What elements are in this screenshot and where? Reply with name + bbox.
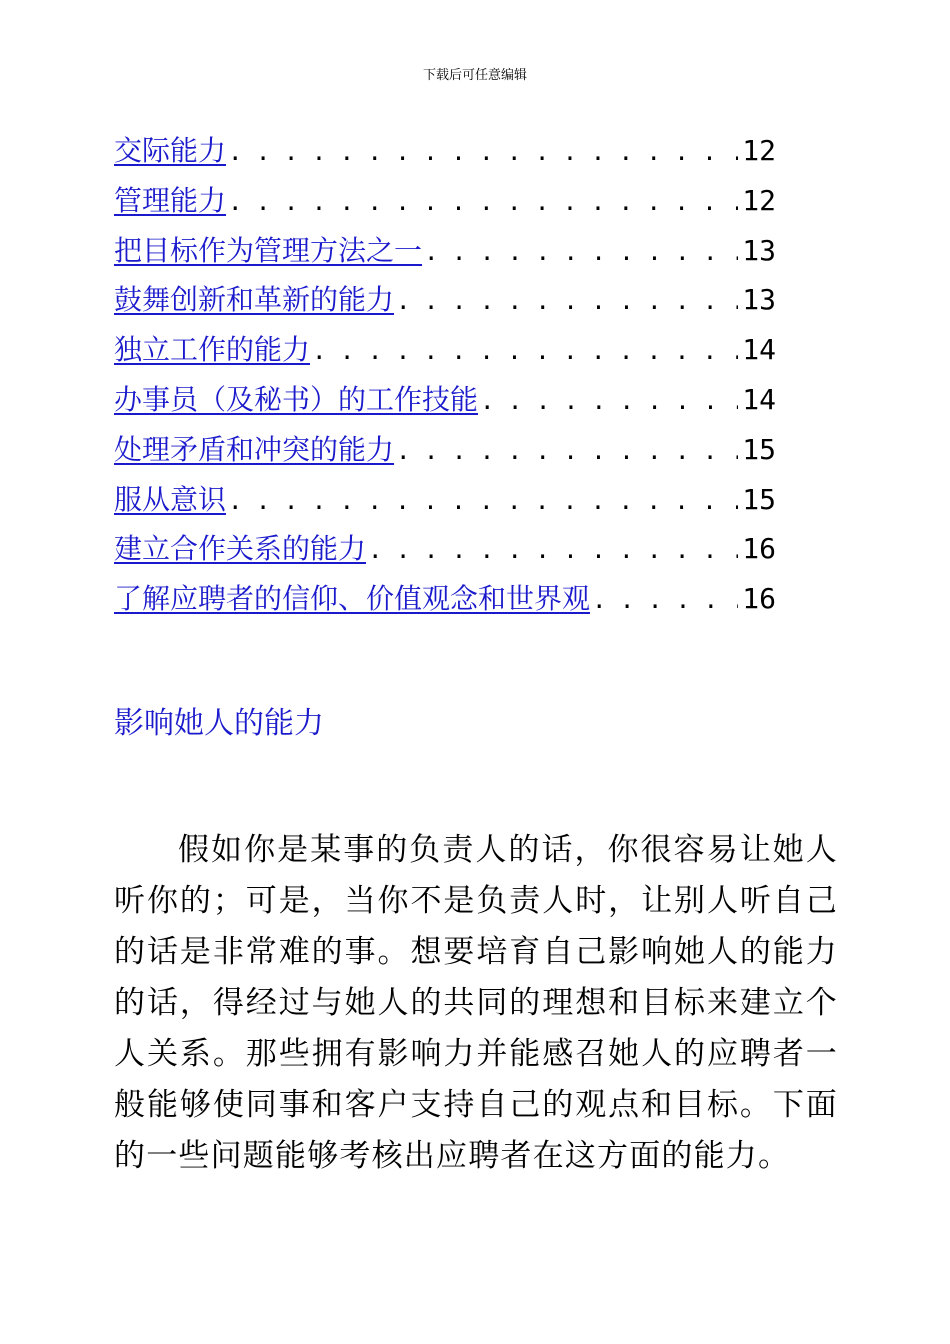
toc-entry-link[interactable]: 办事员（及秘书）的工作技能 (114, 382, 479, 416)
toc-page-number: 16 (742, 582, 776, 616)
toc-page-number: 14 (742, 333, 776, 367)
toc-dot-leader (228, 477, 738, 527)
toc-entry[interactable] (114, 425, 776, 475)
toc-dot-leader (228, 128, 738, 178)
section-heading: 影响她人的能力 (114, 706, 324, 741)
toc-entry[interactable] (114, 475, 776, 525)
toc-dot-leader (396, 277, 738, 327)
toc-entry-link[interactable]: 独立工作的能力 (114, 333, 311, 367)
toc-dot-leader (592, 576, 738, 626)
toc-entry[interactable] (114, 524, 776, 574)
toc-entry-link[interactable]: 鼓舞创新和革新的能力 (114, 283, 395, 317)
toc-entry[interactable] (114, 176, 776, 226)
toc-entry[interactable] (114, 375, 776, 425)
toc-dot-leader (228, 178, 738, 228)
toc-entry[interactable] (114, 325, 776, 375)
page-header: 下载后可任意编辑 (422, 68, 527, 83)
toc-entry[interactable] (114, 574, 776, 624)
toc-entry[interactable] (114, 275, 776, 325)
toc-page-number: 15 (742, 432, 776, 466)
toc-page-number: 13 (742, 233, 776, 267)
toc-entry-link[interactable]: 了解应聘者的信仰、价值观念和世界观 (114, 582, 591, 616)
toc-entry-link[interactable]: 交际能力 (114, 134, 227, 167)
toc-entry-link[interactable]: 把目标作为管理方法之一 (114, 233, 423, 267)
toc-page-number: 13 (742, 283, 776, 317)
toc-page-number: 14 (742, 382, 776, 416)
toc-page-number: 12 (742, 134, 776, 167)
toc-dot-leader (424, 228, 738, 278)
body-paragraph: 假如你是某事的负责人的话，你很容易让她人听你的；可是，当你不是负责人时，让别人听自己的话是非常难的事。想要培育自己影响她人的能力的话，得经过与她人的共同的理想和目标来建立个人关系。那些拥有影响力并能感召她人的应聘者一般能够使同事和客户支持自己的观点和目标。下面的一些问题能够考核出应聘者在这方面的能力。 (114, 832, 838, 1174)
toc-dot-leader (396, 427, 738, 477)
toc-entry[interactable] (114, 226, 776, 276)
toc-dot-leader (368, 526, 738, 576)
toc-entry-link[interactable]: 管理能力 (114, 183, 227, 217)
toc-dot-leader (312, 327, 738, 377)
toc-entry-link[interactable]: 建立合作关系的能力 (114, 532, 367, 566)
toc-page-number: 12 (742, 183, 776, 217)
table-of-contents (114, 126, 776, 624)
toc-entry-link[interactable]: 处理矛盾和冲突的能力 (114, 432, 395, 466)
toc-entry[interactable] (114, 126, 776, 176)
toc-dot-leader (480, 377, 738, 427)
toc-entry-link[interactable]: 服从意识 (114, 482, 227, 516)
toc-page-number: 15 (742, 482, 776, 516)
toc-page-number: 16 (742, 532, 776, 566)
